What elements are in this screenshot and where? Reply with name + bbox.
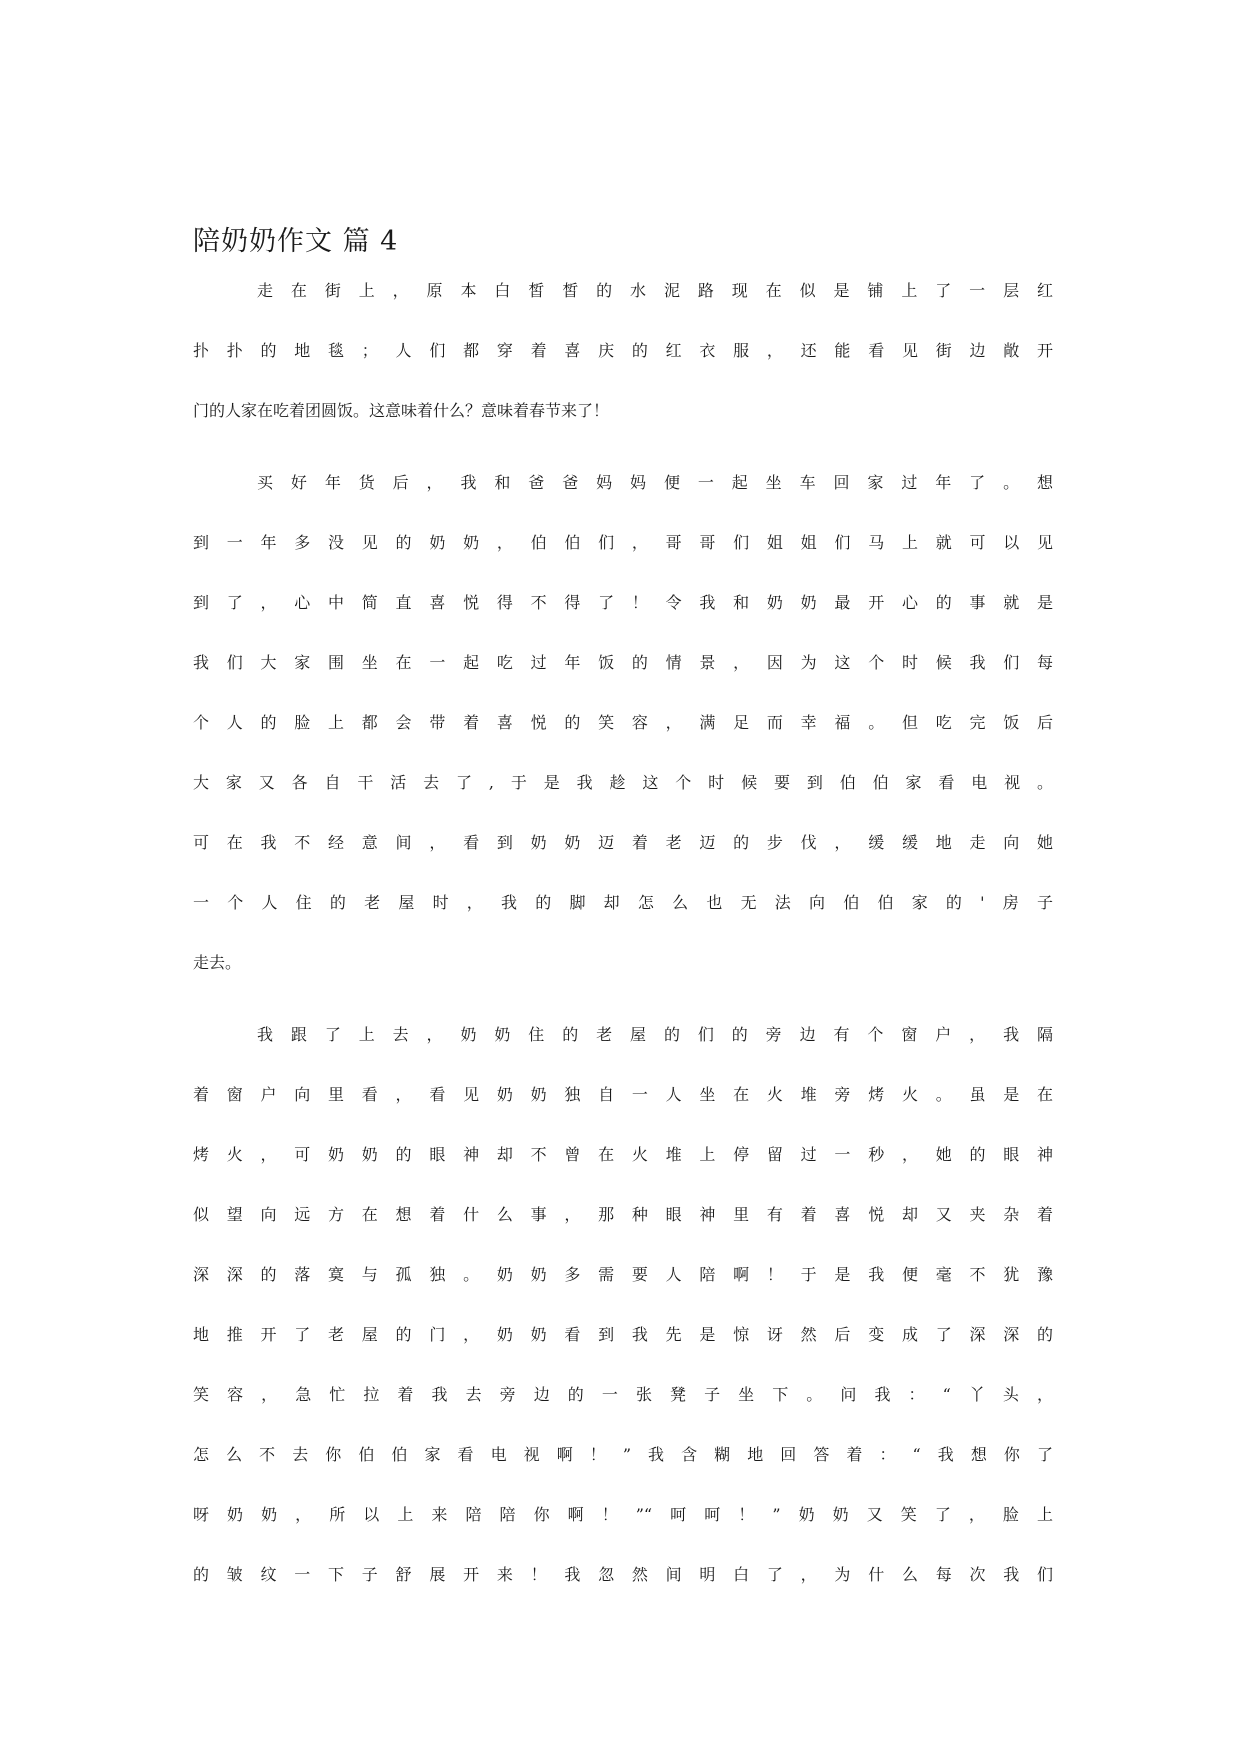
paragraph-3 xyxy=(193,1022,1053,1622)
paragraph-line: 到了，心中简直喜悦得不得了！令我和奶奶最开心的事就是 xyxy=(193,593,1053,612)
paragraph-line: 大家又各自干活去了,于是我趁这个时候要到伯伯家看电视。 xyxy=(193,773,1053,792)
paragraph-line: 烤火，可奶奶的眼神却不曾在火堆上停留过一秒，她的眼神 xyxy=(193,1145,1053,1164)
paragraph-2 xyxy=(193,470,1053,1010)
document-page xyxy=(193,222,1053,1634)
paragraph-line: 的皱纹一下子舒展开来！我忽然间明白了，为什么每次我们 xyxy=(193,1565,1053,1584)
paragraph-line: 走去。 xyxy=(193,953,242,972)
paragraph-line: 买好年货后，我和爸爸妈妈便一起坐车回家过年了。想 xyxy=(257,473,1053,492)
paragraph-line: 可在我不经意间，看到奶奶迈着老迈的步伐，缓缓地走向她 xyxy=(193,833,1053,852)
paragraph-line: 一个人住的老屋时，我的脚却怎么也无法向伯伯家的'房子 xyxy=(193,893,1053,912)
paragraph-line: 到一年多没见的奶奶，伯伯们，哥哥们姐姐们马上就可以见 xyxy=(193,533,1053,552)
paragraph-1 xyxy=(193,278,1053,458)
paragraph-line: 地推开了老屋的门，奶奶看到我先是惊讶然后变成了深深的 xyxy=(193,1325,1053,1344)
paragraph-line: 走在街上，原本白皙皙的水泥路现在似是铺上了一层红 xyxy=(257,281,1053,300)
paragraph-line: 我们大家围坐在一起吃过年饭的情景，因为这个时候我们每 xyxy=(193,653,1053,672)
paragraph-line: 扑扑的地毯；人们都穿着喜庆的红衣服，还能看见街边敞开 xyxy=(193,341,1053,360)
paragraph-line: 个人的脸上都会带着喜悦的笑容，满足而幸福。但吃完饭后 xyxy=(193,713,1053,732)
paragraph-line: 着窗户向里看，看见奶奶独自一人坐在火堆旁烤火。虽是在 xyxy=(193,1085,1053,1104)
paragraph-line: 笑容，急忙拉着我去旁边的一张凳子坐下。问我：“丫头， xyxy=(193,1385,1053,1404)
document-title: 陪奶奶作文 篇 4 xyxy=(193,226,399,257)
paragraph-line: 呀奶奶，所以上来陪陪你啊！”“呵呵！”奶奶又笑了，脸上 xyxy=(193,1505,1053,1524)
paragraph-line: 怎么不去你伯伯家看电视啊！”我含糊地回答着：“我想你了 xyxy=(193,1445,1053,1464)
paragraph-line: 似望向远方在想着什么事，那种眼神里有着喜悦却又夹杂着 xyxy=(193,1205,1053,1224)
paragraph-line: 我跟了上去，奶奶住的老屋的们的旁边有个窗户，我隔 xyxy=(257,1025,1053,1044)
paragraph-line: 深深的落寞与孤独。奶奶多需要人陪啊！于是我便毫不犹豫 xyxy=(193,1265,1053,1284)
paragraph-line: 门的人家在吃着团圆饭。这意味着什么？意味着春节来了！ xyxy=(193,401,610,420)
